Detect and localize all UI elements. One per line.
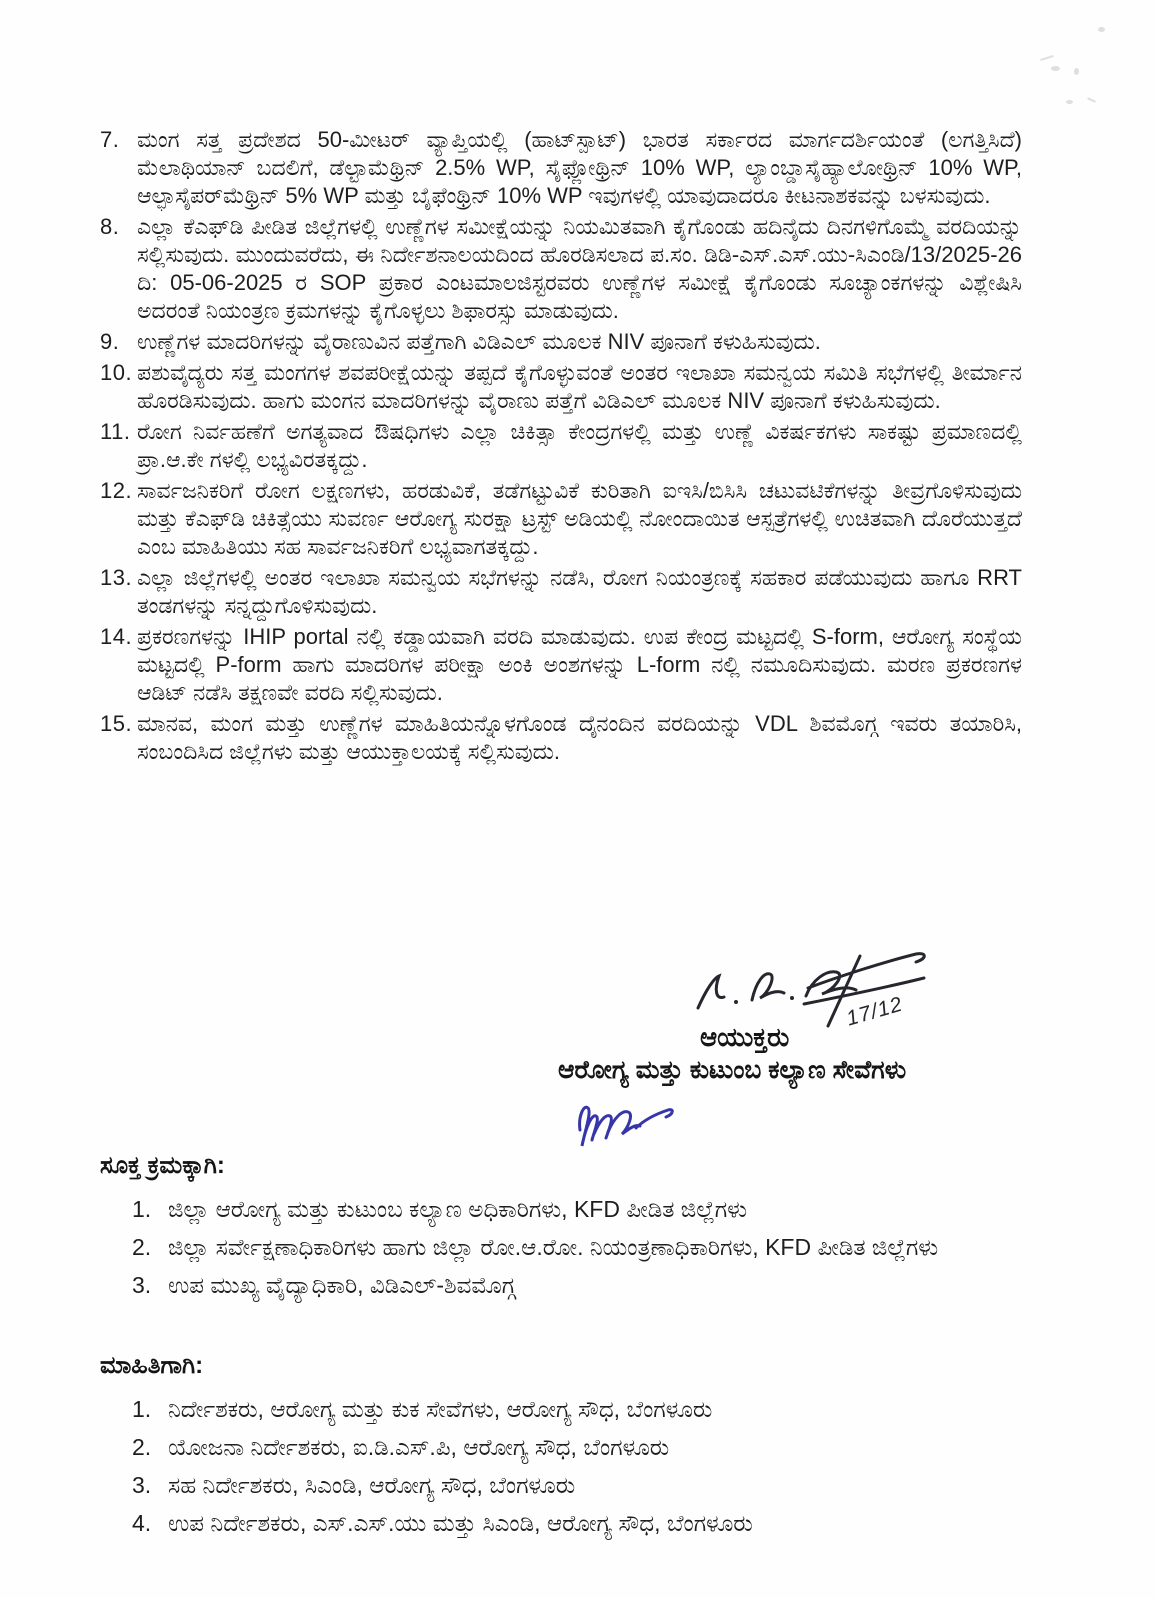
directive-item-9 <box>100 328 1022 356</box>
directive-number: 15. <box>100 711 133 736</box>
copy-for-information-item <box>100 1504 1030 1542</box>
directive-text: ಉಣ್ಣೆಗಳ ಮಾದರಿಗಳನ್ನು ವೈರಾಣುವಿನ ಪತ್ತೆಗಾಗಿ ವಿಡಿಎಲ್ ಮೂಲಕ NIV ಪೂನಾಗೆ ಕಳುಹಿಸುವುದು. <box>137 329 821 354</box>
copy-for-action-section <box>100 1150 1030 1304</box>
directive-number: 13. <box>100 565 133 590</box>
scan-smudge <box>1066 100 1073 104</box>
list-number: 3. <box>132 1272 152 1298</box>
scan-smudge <box>1087 97 1096 102</box>
list-item-text: ಜಿಲ್ಲಾ ಆರೋಗ್ಯ ಮತ್ತು ಕುಟುಂಬ ಕಲ್ಯಾಣ ಅಧಿಕಾರಿಗಳು, KFD ಪೀಡಿತ ಜಿಲ್ಲೆಗಳು <box>168 1196 748 1222</box>
directive-number: 8. <box>100 214 120 239</box>
directive-text: ಎಲ್ಲಾ ಜಿಲ್ಲೆಗಳಲ್ಲಿ ಅಂತರ ಇಲಾಖಾ ಸಮನ್ವಯ ಸಭೆಗಳನ್ನು ನಡೆಸಿ, ರೋಗ ನಿಯಂತ್ರಣಕ್ಕೆ ಸಹಕಾರ ಪಡೆಯುವುದು ಹಾಗೂ RRT ತಂಡಗಳನ್ನು ಸನ್ನದ್ದುಗೊಳಿಸುವುದು. <box>137 565 1022 618</box>
scan-smudge <box>1098 27 1105 32</box>
copy-for-information-item <box>100 1428 1030 1466</box>
list-number: 1. <box>132 1196 152 1222</box>
copy-for-action-item <box>100 1266 1030 1304</box>
copy-for-information-section <box>100 1350 1030 1542</box>
directive-text: ಸಾರ್ವಜನಿಕರಿಗೆ ರೋಗ ಲಕ್ಷಣಗಳು, ಹರಡುವಿಕೆ, ತಡೆಗಟ್ಟುವಿಕೆ ಕುರಿತಾಗಿ ಐಇಸಿ/ಬಿಸಿಸಿ ಚಟುವಟಿಕೆಗಳನ್ನು ತೀವ್ರಗೊಳಿಸುವುದು ಮತ್ತು ಕೆಎಫ್‌ಡಿ ಚಿಕಿತ್ಸೆಯು ಸುವರ್ಣ ಆರೋಗ್ಯ ಸುರಕ್ಷಾ ಟ್ರಸ್ಟ್ ಅಡಿಯಲ್ಲಿ ನೋಂದಾಯಿತ ಆಸ್ಪತ್ರೆಗಳಲ್ಲಿ ಉಚಿತವಾಗಿ ದೊರೆಯುತ್ತದೆ ಎಂಬ ಮಾಹಿತಿಯು ಸಹ ಸಾರ್ವಜನಿಕರಿಗೆ ಲಭ್ಯವಾಗತಕ್ಕದ್ದು. <box>137 478 1022 559</box>
directive-number: 11. <box>100 419 131 444</box>
signatory-department: ಆರೋಗ್ಯ ಮತ್ತು ಕುಟುಂಬ ಕಲ್ಯಾಣ ಸೇವೆಗಳು <box>558 1056 907 1084</box>
directive-item-10 <box>100 359 1022 415</box>
list-number: 2. <box>132 1434 152 1460</box>
scan-smudge <box>1051 66 1060 71</box>
directive-item-13 <box>100 564 1022 620</box>
initials-ink-scribble <box>570 1090 680 1154</box>
copy-for-information-item <box>100 1466 1030 1504</box>
directive-item-14 <box>100 623 1022 707</box>
directive-text: ಎಲ್ಲಾ ಕೆಎಫ್‌ಡಿ ಪೀಡಿತ ಜಿಲ್ಲೆಗಳಲ್ಲಿ ಉಣ್ಣೆಗಳ ಸಮೀಕ್ಷೆಯನ್ನು ನಿಯಮಿತವಾಗಿ ಕೈಗೊಂಡು ಹದಿನೈದು ದಿನಗಳಿಗೊಮ್ಮೆ ವರದಿಯನ್ನು ಸಲ್ಲಿಸುವುದು. ಮುಂದುವರೆದು, ಈ ನಿರ್ದೇಶನಾಲಯದಿಂದ ಹೊರಡಿಸಲಾದ ಪ.ಸಂ. ಡಿಡಿ-ಎಸ್.ಎಸ್.ಯು-ಸಿಎಂಡಿ/13/2025-26 ದಿ: 05-06-2025 ರ SOP ಪ್ರಕಾರ ಎಂಟಮಾಲಜಿಸ್ಟರವರು ಉಣ್ಣೆಗಳ ಸಮೀಕ್ಷೆ ಕೈಗೊಂಡು ಸೂಚ್ಯಾಂಕಗಳನ್ನು ವಿಶ್ಲೇಷಿಸಿ ಅದರಂತೆ ನಿಯಂತ್ರಣ ಕ್ರಮಗಳನ್ನು ಕೈಗೊಳ್ಳಲು ಶಿಫಾರಸ್ಸು ಮಾಡುವುದು. <box>137 214 1022 323</box>
directive-number: 7. <box>100 127 120 152</box>
directive-number: 9. <box>100 329 120 354</box>
copy-for-action-item <box>100 1190 1030 1228</box>
directive-text: ರೋಗ ನಿರ್ವಹಣೆಗೆ ಅಗತ್ಯವಾದ ಔಷಧಿಗಳು ಎಲ್ಲಾ ಚಿಕಿತ್ಸಾ ಕೇಂದ್ರಗಳಲ್ಲಿ ಮತ್ತು ಉಣ್ಣೆ ವಿಕರ್ಷಕಗಳು ಸಾಕಷ್ಟು ಪ್ರಮಾಣದಲ್ಲಿ ಪ್ರಾ.ಆ.ಕೇ ಗಳಲ್ಲಿ ಲಭ್ಯವಿರತಕ್ಕದ್ದು. <box>137 419 1022 472</box>
directive-item-12 <box>100 477 1022 561</box>
copy-for-action-item <box>100 1228 1030 1266</box>
list-item-text: ಜಿಲ್ಲಾ ಸರ್ವೇಕ್ಷಣಾಧಿಕಾರಿಗಳು ಹಾಗು ಜಿಲ್ಲಾ ರೋ.ಆ.ರೋ. ನಿಯಂತ್ರಣಾಧಿಕಾರಿಗಳು, KFD ಪೀಡಿತ ಜಿಲ್ಲೆಗಳು <box>168 1234 939 1260</box>
directive-text: ಪಶುವೈದ್ಯರು ಸತ್ತ ಮಂಗಗಳ ಶವಪರೀಕ್ಷೆಯನ್ನು ತಪ್ಪದೆ ಕೈಗೊಳ್ಳುವಂತೆ ಅಂತರ ಇಲಾಖಾ ಸಮನ್ವಯ ಸಮಿತಿ ಸಭೆಗಳಲ್ಲಿ ತೀರ್ಮಾನ ಹೊರಡಿಸುವುದು. ಹಾಗು ಮಂಗನ ಮಾದರಿಗಳನ್ನು ವೈರಾಣು ಪತ್ತೆಗೆ ವಿಡಿಎಲ್ ಮೂಲಕ NIV ಪೂನಾಗೆ ಕಳುಹಿಸುವುದು. <box>137 360 1022 413</box>
list-number: 1. <box>132 1396 152 1422</box>
list-item-text: ಯೋಜನಾ ನಿರ್ದೇಶಕರು, ಐ.ಡಿ.ಎಸ್.ಪಿ, ಆರೋಗ್ಯ ಸೌಧ, ಬೆಂಗಳೂರು <box>168 1434 670 1460</box>
signatory-title: ಆಯುಕ್ತರು <box>700 1022 790 1052</box>
scan-smudge <box>1040 55 1054 61</box>
list-number: 4. <box>132 1510 152 1536</box>
directive-item-8 <box>100 213 1022 325</box>
list-number: 3. <box>132 1472 152 1498</box>
directive-item-15 <box>100 710 1022 766</box>
directive-text: ಮಾನವ, ಮಂಗ ಮತ್ತು ಉಣ್ಣೆಗಳ ಮಾಹಿತಿಯನ್ನೊಳಗೊಂಡ ದೈನಂದಿನ ವರದಿಯನ್ನು VDL ಶಿವಮೊಗ್ಗ ಇವರು ತಯಾರಿಸಿ, ಸಂಬಂದಿಸಿದ ಜಿಲ್ಲೆಗಳು ಮತ್ತು ಆಯುಕ್ತಾಲಯಕ್ಕೆ ಸಲ್ಲಿಸುವುದು. <box>137 711 1022 764</box>
list-item-text: ಉಪ ಮುಖ್ಯ ವೈದ್ಯಾಧಿಕಾರಿ, ವಿಡಿಎಲ್-ಶಿವಮೊಗ್ಗ <box>168 1272 516 1298</box>
directive-text: ಪ್ರಕರಣಗಳನ್ನು IHIP portal ನಲ್ಲಿ ಕಡ್ಡಾಯವಾಗಿ ವರದಿ ಮಾಡುವುದು. ಉಪ ಕೇಂದ್ರ ಮಟ್ಟದಲ್ಲಿ S-form, ಆರೋಗ್ಯ ಸಂಸ್ಥೆಯ ಮಟ್ಟದಲ್ಲಿ P-form ಹಾಗು ಮಾದರಿಗಳ ಪರೀಕ್ಷಾ ಅಂಕಿ ಅಂಶಗಳನ್ನು L-form ನಲ್ಲಿ ನಮೂದಿಸುವುದು. ಮರಣ ಪ್ರಕರಣಗಳ ಆಡಿಟ್ ನಡೆಸಿ ತಕ್ಷಣವೇ ವರದಿ ಸಲ್ಲಿಸುವುದು. <box>137 624 1022 705</box>
directive-number: 10. <box>100 360 133 385</box>
directive-item-7 <box>100 126 1022 210</box>
directive-item-11 <box>100 418 1022 474</box>
list-number: 2. <box>132 1234 152 1260</box>
copy-for-action-heading: ಸೂಕ್ತ ಕ್ರಮಕ್ಕಾಗಿ: <box>100 1152 225 1179</box>
copy-for-information-item <box>100 1390 1030 1428</box>
directive-number: 12. <box>100 478 133 503</box>
directive-text: ಮಂಗ ಸತ್ತ ಪ್ರದೇಶದ 50-ಮೀಟರ್ ವ್ಯಾಪ್ತಿಯಲ್ಲಿ (ಹಾಟ್‌ಸ್ಪಾಟ್) ಭಾರತ ಸರ್ಕಾರದ ಮಾರ್ಗದರ್ಶಿಯಂತೆ (ಲಗತ್ತಿಸಿದೆ) ಮೆಲಾಥಿಯಾನ್ ಬದಲಿಗೆ, ಡೆಲ್ಟಾಮೆಥ್ರಿನ್ 2.5% WP, ಸೈಫ್ಲೋಥ್ರಿನ್ 10% WP, ಲ್ಯಾಂಬ್ಡಾಸೈಹ್ಯಾಲೋಥ್ರಿನ್ 10% WP, ಆಲ್ಫಾಸೈಪರ್‌ಮೆಥ್ರಿನ್ 5% WP ಮತ್ತು ಬೈಫೆಂಥ್ರಿನ್ 10% WP ಇವುಗಳಲ್ಲಿ ಯಾವುದಾದರೂ ಕೀಟನಾಶಕವನ್ನು ಬಳಸುವುದು. <box>137 127 1022 208</box>
list-item-text: ಸಹ ನಿರ್ದೇಶಕರು, ಸಿಎಂಡಿ, ಆರೋಗ್ಯ ಸೌಧ, ಬೆಂಗಳೂರು <box>168 1472 576 1498</box>
list-item-text: ಉಪ ನಿರ್ದೇಶಕರು, ಎಸ್.ಎಸ್.ಯು ಮತ್ತು ಸಿಎಂಡಿ, ಆರೋಗ್ಯ ಸೌಧ, ಬೆಂಗಳೂರು <box>168 1510 753 1536</box>
copy-for-information-heading: ಮಾಹಿತಿಗಾಗಿ: <box>100 1352 204 1379</box>
list-item-text: ನಿರ್ದೇಶಕರು, ಆರೋಗ್ಯ ಮತ್ತು ಕುಕ ಸೇವೆಗಳು, ಆರೋಗ್ಯ ಸೌಧ, ಬೆಂಗಳೂರು <box>168 1396 713 1422</box>
signature-date: 17/12 <box>843 992 906 1031</box>
directive-number: 14. <box>100 624 133 649</box>
directive-list <box>100 126 1022 769</box>
scan-smudge <box>1074 68 1079 75</box>
